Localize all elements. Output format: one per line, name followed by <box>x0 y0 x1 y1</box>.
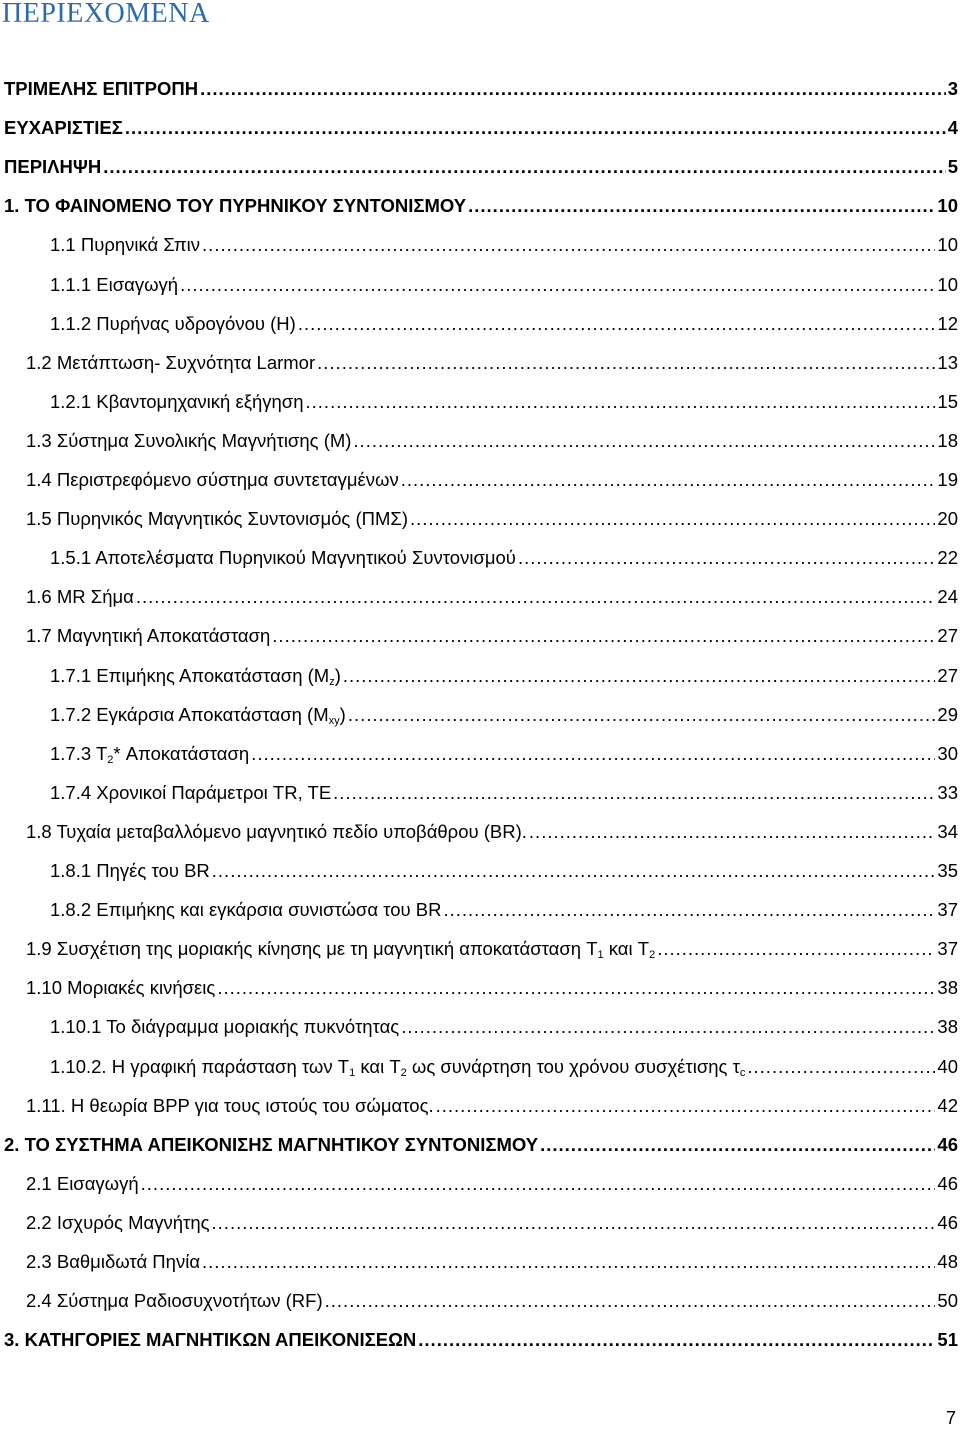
toc-entry-page: 19 <box>937 469 958 490</box>
toc-entry-page: 30 <box>937 742 958 764</box>
toc-dot-leader <box>353 426 935 456</box>
toc-dot-leader <box>125 113 946 143</box>
toc-dot-leader <box>212 1208 936 1238</box>
toc-entry-label: 1.7.3 $T_2*$ Αποκατάσταση <box>50 742 250 766</box>
toc-dot-leader <box>468 191 935 221</box>
toc-entry[interactable] <box>0 348 960 378</box>
toc-dot-leader <box>212 856 936 886</box>
toc-entry-label: 1. ΤΟ ΦΑΙΝΟΜΕΝΟ ΤΟΥ ΠΥΡΗΝΙΚΟΥ ΣΥΝΤΟΝΙΣΜΟΥ <box>4 195 467 217</box>
toc-entry-label: 1.2.1 Κβαντομηχανική εξήγηση <box>50 390 304 412</box>
toc-entry-label: 2.3 Βαθμιδωτά Πηνία <box>26 1251 201 1272</box>
toc-entry[interactable] <box>0 387 960 417</box>
toc-dot-leader <box>418 1325 935 1355</box>
toc-entry[interactable] <box>0 621 960 651</box>
toc-entry[interactable] <box>0 739 960 769</box>
toc-entry-label: 2. ΤΟ ΣΥΣΤΗΜΑ ΑΠΕΙΚΟΝΙΣΗΣ ΜΑΓΝΗΤΙΚΟΥ ΣΥΝΤΟΝΙΣΜΟΥ <box>4 1133 539 1155</box>
toc-entry-page: 40 <box>937 1055 958 1077</box>
toc-entry[interactable] <box>0 1247 960 1277</box>
toc-entry-page: 10 <box>937 273 958 295</box>
toc-entry-page: 37 <box>937 938 958 960</box>
toc-entry-label: 2.1 Εισαγωγή <box>26 1172 139 1194</box>
toc-entry-label: 1.9 Συσχέτιση της μοριακής κίνησης με τη μαγνητική αποκατάσταση $T_1$ και $T_2$ <box>26 938 656 962</box>
toc-entry[interactable] <box>0 1130 960 1160</box>
page-number: 7 <box>945 1408 956 1428</box>
toc-entry[interactable] <box>0 582 960 612</box>
toc-entry-label: ΠΕΡΙΛΗΨΗ <box>4 156 102 178</box>
toc-dot-leader <box>306 387 936 417</box>
toc-dot-leader <box>136 582 936 612</box>
toc-entry-page: 20 <box>937 508 958 530</box>
toc-entry-page: 29 <box>937 703 958 725</box>
toc-entry-label: 1.1 Πυρηνικά Σπιν <box>50 234 201 256</box>
toc-dot-leader <box>529 817 936 847</box>
toc-entry[interactable] <box>0 74 960 104</box>
toc-entry-label: 1.5.1 Αποτελέσματα Πυρηνικού Μαγνητικού Συντονισμού <box>50 547 516 569</box>
toc-entry-label: ΕΥΧΑΡΙΣΤΙΕΣ <box>4 117 123 139</box>
toc-dot-leader <box>343 661 936 691</box>
toc-entry[interactable] <box>0 817 960 847</box>
toc-entry-label: 1.11. Η θεωρία BPP για τους ιστούς του σώματος. <box>26 1094 434 1116</box>
toc-entry-page: 22 <box>937 547 958 569</box>
toc-entry-page: 4 <box>947 117 958 139</box>
toc-entry-label: 1.1.1 Εισαγωγή <box>50 273 179 295</box>
toc-dot-leader <box>141 1169 936 1199</box>
toc-entry-label: 1.8 Τυχαία μεταβαλλόμενο μαγνητικό πεδίο υποβάθρου (BR). <box>26 820 527 842</box>
toc-dot-leader <box>443 895 935 925</box>
toc-entry[interactable] <box>0 309 960 339</box>
toc-dot-leader <box>518 543 935 573</box>
toc-entry-page: 46 <box>937 1211 958 1233</box>
toc-entry-page: 46 <box>937 1133 958 1155</box>
toc-entry-page: 18 <box>937 429 958 451</box>
toc-entry-label: 1.2 Μετάπτωση- Συχνότητα Larmor <box>26 351 316 373</box>
toc-entry-label: 1.4 Περιστρεφόμενο σύστημα συντεταγμένων <box>26 469 399 490</box>
toc-entry[interactable] <box>0 1052 960 1082</box>
toc-dot-leader <box>202 1247 935 1277</box>
toc-dot-leader <box>348 700 936 730</box>
toc-dot-leader <box>410 504 935 534</box>
toc-entry-label: ΤΡΙΜΕΛΗΣ ΕΠΙΤΡΟΠΗ <box>4 78 199 99</box>
toc-entry-page: 5 <box>947 156 958 178</box>
toc-entry[interactable] <box>0 543 960 573</box>
toc-dot-leader <box>401 1012 935 1042</box>
toc-entry[interactable] <box>0 1208 960 1238</box>
toc-entry-label: 1.8.1 Πηγές του BR <box>50 860 210 881</box>
toc-entry[interactable] <box>0 856 960 886</box>
toc-entry-page: 10 <box>937 195 958 217</box>
toc-entry-page: 34 <box>937 820 958 842</box>
toc-dot-leader <box>180 270 935 300</box>
toc-entry[interactable] <box>0 152 960 182</box>
toc-dot-leader <box>436 1091 936 1121</box>
toc-entry-label: 1.6 MR Σήμα <box>26 586 134 608</box>
toc-entry[interactable] <box>0 1325 960 1355</box>
toc-entry-page: 48 <box>937 1251 958 1272</box>
toc-entry-page: 51 <box>937 1329 958 1351</box>
toc-entry-page: 24 <box>937 586 958 608</box>
toc-entry-label: 2.2 Ισχυρός Μαγνήτης <box>26 1211 210 1233</box>
toc-entry[interactable] <box>0 934 960 964</box>
toc-entry-label: 1.7.1 Επιμήκης Αποκατάσταση $(M_z)$ <box>50 664 341 688</box>
toc-entry-label: 1.5 Πυρηνικός Μαγνητικός Συντονισμός (ΠΜΣ) <box>26 508 409 530</box>
toc-entry-page: 38 <box>937 1016 958 1038</box>
toc-entry-page: 12 <box>937 312 958 334</box>
toc-entry[interactable] <box>0 191 960 221</box>
toc-entry-label: 1.7 Μαγνητική Αποκατάσταση <box>26 625 271 647</box>
toc-entry-label: 1.3 Σύστημα Συνολικής Μαγνήτισης (M) <box>26 429 352 451</box>
toc-dot-leader <box>747 1052 935 1082</box>
toc-dot-leader <box>251 739 935 769</box>
toc-entry-label: 1.10.1 Το διάγραμμα μοριακής πυκνότητας <box>50 1016 400 1038</box>
toc-entry[interactable] <box>0 1169 960 1199</box>
toc-entry[interactable] <box>0 465 960 495</box>
toc-dot-leader <box>325 1286 936 1316</box>
toc-entry-page: 27 <box>937 625 958 647</box>
toc-dot-leader <box>272 621 935 651</box>
toc-dot-leader <box>317 348 935 378</box>
toc-entry-page: 33 <box>937 781 958 803</box>
toc-dot-leader <box>657 934 935 964</box>
toc-entry-page: 15 <box>937 390 958 412</box>
toc-entry[interactable] <box>0 1286 960 1316</box>
toc-entry-page: 27 <box>937 664 958 686</box>
toc-entry-page: 50 <box>937 1290 958 1312</box>
toc-entry-label: 3. ΚΑΤΗΓΟΡΙΕΣ ΜΑΓΝΗΤΙΚΩΝ ΑΠΕΙΚΟΝΙΣΕΩΝ <box>4 1329 417 1351</box>
toc-entry[interactable] <box>0 778 960 808</box>
toc-entry[interactable] <box>0 426 960 456</box>
toc-entry[interactable] <box>0 230 960 260</box>
toc-entry-page: 13 <box>937 351 958 373</box>
toc-entry[interactable] <box>0 1012 960 1042</box>
toc-entry[interactable] <box>0 504 960 534</box>
toc-entry-page: 10 <box>937 234 958 256</box>
toc-entry[interactable] <box>0 700 960 730</box>
toc-entry-label: 1.10 Μοριακές κινήσεις <box>26 977 216 999</box>
toc-entry-page: 46 <box>937 1172 958 1194</box>
toc-entry[interactable] <box>0 1091 960 1121</box>
toc-entry-page: 37 <box>937 899 958 921</box>
toc-entry-label: 2.4 Σύστημα Ραδιοσυχνοτήτων (RF) <box>26 1290 323 1312</box>
toc-entry-label: 1.1.2 Πυρήνας υδρογόνου (H) <box>50 312 296 334</box>
toc-entry-label: 1.10.2. Η γραφική παράσταση των $T_1$ και $T_2$ ως συνάρτηση του χρόνου συσχέτισης $\tau_c$ <box>50 1055 746 1079</box>
toc-dot-leader <box>298 309 936 339</box>
toc-dot-leader <box>401 465 936 495</box>
toc-entry-label: 1.8.2 Επιμήκης και εγκάρσια συνιστώσα του BR <box>50 899 442 921</box>
toc-dot-leader <box>333 778 935 808</box>
toc-entry-page: 3 <box>947 78 958 99</box>
toc-entry-page: 38 <box>937 977 958 999</box>
toc-entry[interactable] <box>0 113 960 143</box>
toc-dot-leader <box>202 230 935 260</box>
toc-entry[interactable] <box>0 895 960 925</box>
toc-dot-leader <box>540 1130 935 1160</box>
toc-entry[interactable] <box>0 270 960 300</box>
toc-dot-leader <box>217 973 935 1003</box>
toc-entry-page: 35 <box>937 860 958 881</box>
toc-dot-leader <box>200 74 946 104</box>
page-title: ΠΕΡΙΕΧΟΜΕΝΑ <box>2 0 210 29</box>
toc-entry[interactable] <box>0 661 960 691</box>
toc-entry[interactable] <box>0 973 960 1003</box>
toc-entry-page: 42 <box>937 1094 958 1116</box>
toc-entry-label: 1.7.4 Χρονικοί Παράμετροι TR, TE <box>50 781 332 803</box>
toc-entry-label: 1.7.2 Εγκάρσια Αποκατάσταση $(M_{xy})$ <box>50 703 346 727</box>
toc-dot-leader <box>103 152 945 182</box>
